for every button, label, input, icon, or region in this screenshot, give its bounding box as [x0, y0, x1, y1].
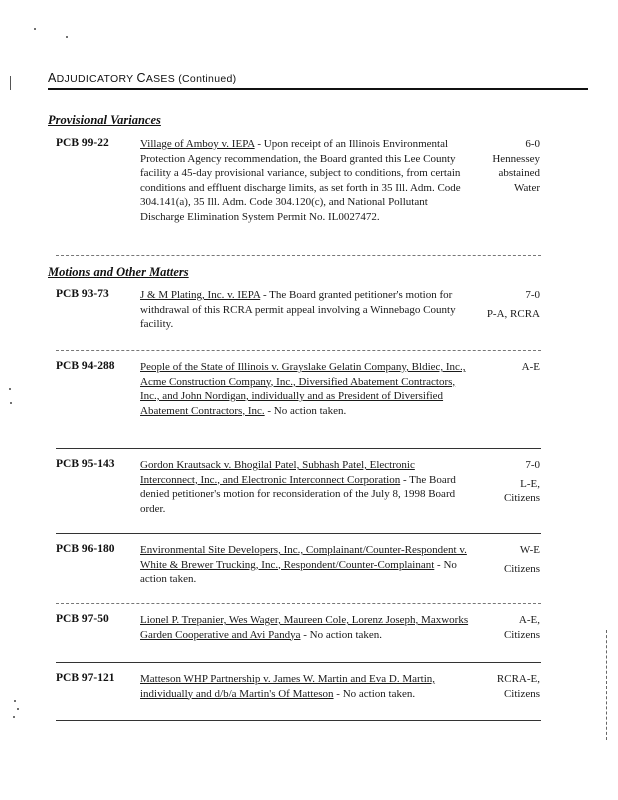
scan-artifact-dot	[14, 700, 16, 702]
case-text: - The Board granted petitioner's motion for withdrawal of this RCRA permit appeal involving a Winnebago County facility.	[140, 289, 456, 330]
case-divider	[56, 448, 541, 449]
case-caption: Lionel P. Trepanier, Wes Wager, Maureen Cole, Lorenz Joseph, Maxworks Garden Cooperative and Avi Pandya	[140, 614, 469, 641]
case-text: - No action taken.	[333, 687, 416, 700]
case-caption: Gordon Krautsack v. Bhogilal Patel, Subhash Patel, Electronic Interconnect, Inc., and Electronic Interconnect Corporation	[140, 459, 415, 486]
case-caption: Village of Amboy v. IEPA	[140, 138, 255, 150]
vote-line: Citizens	[503, 492, 540, 504]
case-number: PCB 95-143	[56, 458, 115, 470]
case-text: - The Board denied petitioner's motion for reconsideration of the July 8, 1998 Board order.	[140, 473, 456, 515]
vote-line: 6-0	[525, 138, 540, 150]
case-number: PCB 96-180	[56, 543, 115, 555]
scan-artifact-dot	[9, 388, 11, 390]
header-suffix: (Continued)	[175, 73, 237, 85]
case-vote	[450, 613, 540, 642]
header-rule	[48, 88, 588, 90]
case-text: - No action taken.	[140, 558, 457, 585]
vote-line: abstained	[498, 167, 540, 179]
case-divider	[56, 533, 541, 534]
case-text: - No action taken.	[300, 628, 383, 641]
vote-line: Citizens	[503, 628, 540, 641]
vote-line: RCRA-E,	[496, 673, 540, 685]
scan-artifact-dot	[66, 36, 68, 38]
case-vote	[450, 543, 540, 576]
vote-line: Citizens	[503, 562, 540, 575]
header-word-adjudicatory: DJUDICATORY	[56, 73, 137, 85]
case-description	[140, 360, 470, 418]
case-caption: Matteson WHP Partnership v. James W. Martin and Eva D. Martin, individually and d/b/a Martin's Of Matteson	[140, 673, 436, 700]
section-title-provisional-variances: Provisional Variances	[48, 113, 161, 127]
case-caption: People of the State of Illinois v. Grayslake Gelatin Company, Bldiec, Inc., Acme Construction Company, Inc., Diversified Abatement Contractors, Inc., and John Nordigan, individually and as President of Diversified Abatement Contractors, Inc.	[140, 361, 466, 417]
vote-line: Hennessey	[492, 152, 540, 165]
case-vote	[450, 458, 540, 506]
vote-line: A-E	[521, 361, 540, 373]
section-title-motions-and-other-matters: Motions and Other Matters	[48, 265, 189, 279]
scan-artifact-dot	[34, 28, 36, 30]
case-text: - No action taken.	[264, 404, 347, 417]
case-text: - Upon receipt of an Illinois Environmental Protection Agency recommendation, the Board granted this Lee County facility a 45-day provisional variance, subject to conditions, from certain conditions and effluent discharge limits, as set forth in 35 Ill. Adm. Code 304.141(a), 35 Ill. Adm. Code 304.120(c), and National Pollutant Discharge Elimination System Permit No. IL0027472.	[140, 138, 461, 223]
case-divider	[56, 255, 541, 256]
case-description	[140, 458, 470, 516]
vote-line: 7-0	[525, 459, 540, 471]
case-description	[140, 137, 470, 224]
vote-line: P-A, RCRA	[486, 307, 540, 320]
vote-line: W-E	[519, 544, 540, 556]
case-caption: J & M Plating, Inc. v. IEPA	[140, 289, 261, 301]
case-divider	[56, 720, 541, 721]
header-initial-a: A	[48, 71, 57, 85]
scan-artifact-dot	[17, 708, 19, 710]
case-divider	[56, 603, 541, 604]
scan-artifact-dot	[13, 716, 15, 718]
case-vote	[450, 288, 540, 321]
scan-artifact-dot	[10, 402, 12, 404]
case-number: PCB 94-288	[56, 360, 115, 372]
scan-artifact-left-mark	[10, 76, 11, 90]
vote-line: L-E,	[520, 477, 540, 490]
case-number: PCB 97-121	[56, 672, 115, 684]
scan-artifact-right-edge	[606, 630, 607, 740]
case-number: PCB 93-73	[56, 288, 109, 300]
case-vote	[450, 360, 540, 375]
case-description	[140, 613, 470, 642]
case-description	[140, 543, 470, 587]
header-initial-c: C	[136, 71, 146, 85]
case-description	[140, 288, 470, 332]
case-number: PCB 97-50	[56, 613, 109, 625]
vote-line: Citizens	[503, 687, 540, 700]
header-word-cases: ASES	[145, 73, 176, 85]
case-divider	[56, 662, 541, 663]
vote-line: Water	[514, 181, 540, 194]
case-vote	[450, 137, 540, 195]
page-header	[48, 71, 588, 85]
case-divider	[56, 350, 541, 351]
case-description	[140, 672, 470, 701]
vote-line: A-E,	[518, 614, 540, 626]
case-number: PCB 99-22	[56, 137, 109, 149]
case-caption: Environmental Site Developers, Inc., Complainant/Counter-Respondent v. White & Brewer Trucking, Inc., Respondent/Counter-Complainant	[140, 544, 467, 571]
vote-line: 7-0	[525, 289, 540, 301]
case-vote	[450, 672, 540, 701]
